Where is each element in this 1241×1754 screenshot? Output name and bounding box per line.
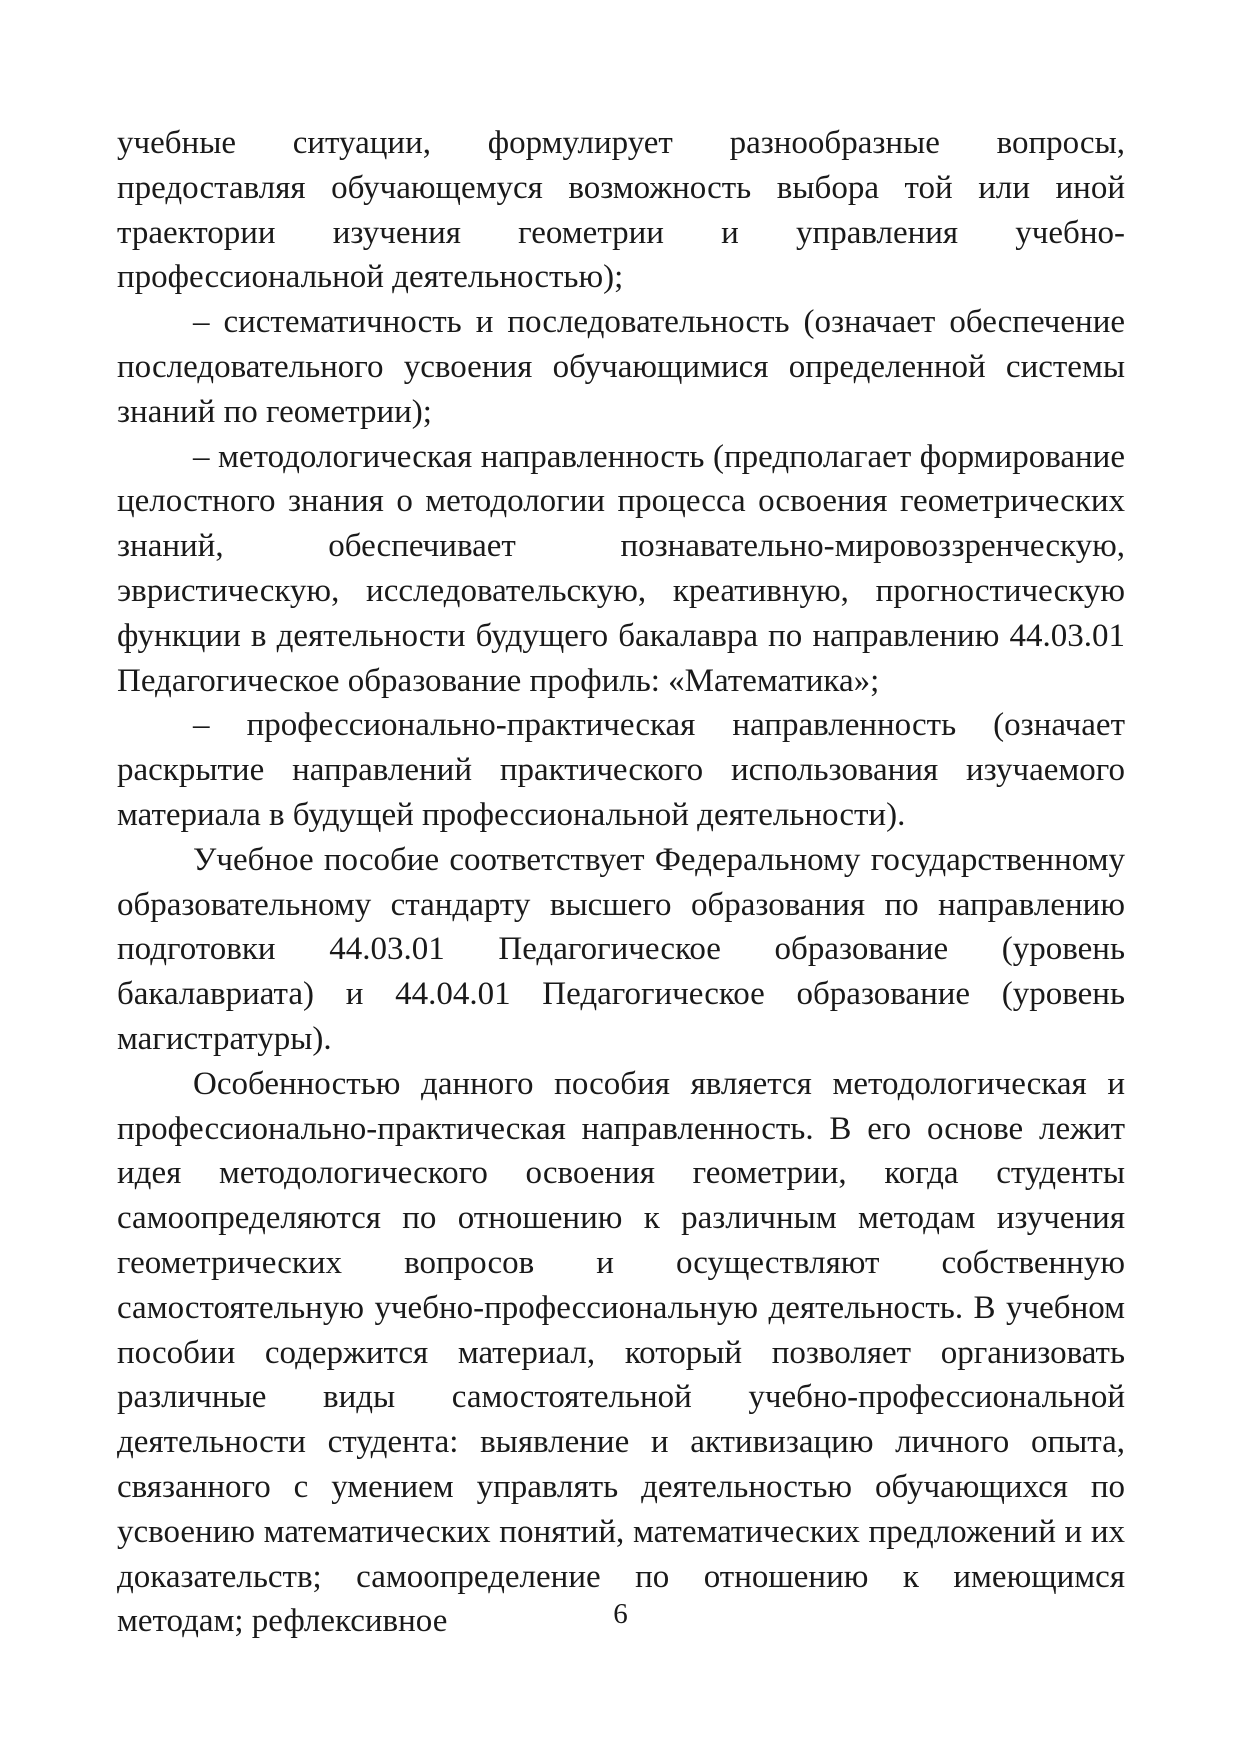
- paragraph-continuation: учебные ситуации, формулирует разнообразные вопросы, предоставляя обучающемуся возможность выбора той или иной траектории изучения геометрии и управления учебно-профессиональной деятельностью);: [117, 125, 1125, 296]
- paragraph-features: Особенностью данного пособия является методологическая и профессионально-практическая направленность. В его основе лежит идея методологического освоения геометрии, когда студенты самоопределяются по отношению к различным методам изучения геометрических вопросов и осуществляют собственную самостоятельную учебно-профессиональную деятельность. В учебном пособии содержится материал, который позволяет организовать различные виды самостоятельной учебно-профессиональной деятельности студента: выявление и активизацию личного опыта, связанного с умением управлять деятельностью обучающихся по усвоению математических понятий, математических предложений и их доказательств; самоопределение по отношению к имеющимся методам; рефлексивное: [117, 1065, 1125, 1640]
- paragraph-methodological: – методологическая направленность (предполагает формирование целостного знания о методологии процесса освоения геометрических знаний, обеспечивает познавательно-мировоззренческую, эвристическую, исследовательскую, креативную, прогностическую функции в деятельности будущего бакалавра по направлению 44.03.01 Педагогическое образование профиль: «Математика»;: [117, 438, 1125, 699]
- paragraph-practical: – профессионально-практическая направленность (означает раскрытие направлений практического использования изучаемого материала в будущей профессиональной деятельности).: [117, 707, 1125, 833]
- body-text: [117, 121, 1125, 1644]
- page-number: 6: [613, 1598, 628, 1630]
- paragraph-standard: Учебное пособие соответствует Федеральному государственному образовательному стандарту высшего образования по направлению подготовки 44.03.01 Педагогическое образование (уровень бакалавриата) и 44.04.01 Педагогическое образование (уровень магистратуры).: [117, 841, 1125, 1057]
- paragraph-systematic: – систематичность и последовательность (означает обеспечение последовательного усвоения обучающимися определенной системы знаний по геометрии);: [117, 304, 1125, 430]
